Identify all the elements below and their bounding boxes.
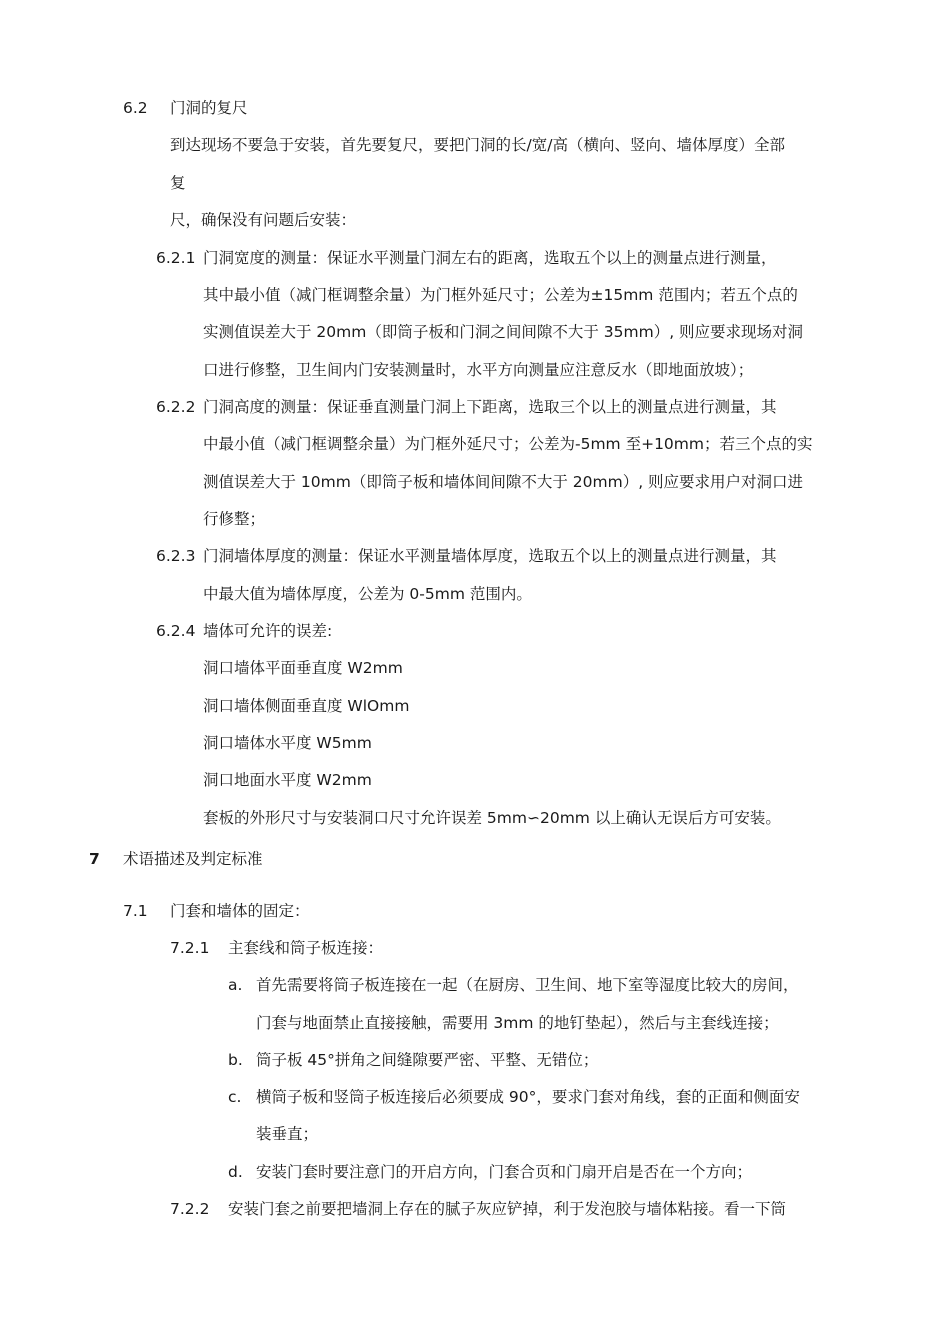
- list-item-a: 首先需要将筒子板连接在一起（在厨房、卫生间、地下室等湿度比较大的房间，: [256, 976, 799, 994]
- section-title-7-1: 门套和墙体的固定：: [170, 902, 310, 920]
- section-number-7-2-2: 7.2.2: [170, 1200, 210, 1218]
- section-title-7-2-1: 主套线和筒子板连接：: [228, 939, 384, 957]
- paragraph-line: 其中最小值（减门框调整余量）为门框外延尺寸；公差为±15mm 范围内；若五个点的: [203, 286, 798, 304]
- list-item-b: 筒子板 45°拼角之间缝隙要严密、平整、无错位；: [256, 1051, 599, 1069]
- list-item: 洞口墙体平面垂直度 W2mm: [203, 659, 403, 677]
- list-marker-d: d.: [228, 1163, 243, 1181]
- section-number-6-2-1: 6.2.1: [156, 249, 196, 267]
- list-item: 套板的外形尺寸与安装洞口尺寸允许误差 5mm∽20mm 以上确认无误后方可安装。: [203, 809, 781, 827]
- paragraph-line: 安装门套之前要把墙洞上存在的腻子灰应铲掉，利于发泡胶与墙体粘接。看一下筒: [228, 1200, 787, 1218]
- list-marker-a: a.: [228, 976, 243, 994]
- section-number-6-2-2: 6.2.2: [156, 398, 196, 416]
- paragraph-line: 测值误差大于 10mm（即筒子板和墙体间间隙不大于 20mm）, 则应要求用户对洞口进: [203, 473, 804, 491]
- section-number-7: 7: [89, 850, 100, 868]
- paragraph-line: 口进行修整，卫生间内门安装测量时，水平方向测量应注意反水（即地面放坡）；: [203, 361, 754, 379]
- paragraph-line: 复: [170, 174, 186, 192]
- list-marker-b: b.: [228, 1051, 243, 1069]
- paragraph-line: 中最小值（减门框调整余量）为门框外延尺寸；公差为-5mm 至+10mm；若三个点的实: [203, 435, 813, 453]
- paragraph-line: 到达现场不要急于安装，首先要复尺，要把门洞的长/宽/高（横向、竖向、墙体厚度）全部: [170, 136, 785, 154]
- paragraph-line: 实测值误差大于 20mm（即筒子板和门洞之间间隙不大于 35mm）, 则应要求现场对洞: [203, 323, 804, 341]
- paragraph-line: 门洞墙体厚度的测量：保证水平测量墙体厚度，选取五个以上的测量点进行测量，其: [203, 547, 777, 565]
- section-number-6-2-3: 6.2.3: [156, 547, 196, 565]
- section-title-6-2-4: 墙体可允许的误差:: [203, 622, 333, 640]
- list-item-c-cont: 装垂直；: [256, 1125, 319, 1143]
- paragraph-line: 门洞高度的测量：保证垂直测量门洞上下距离，选取三个以上的测量点进行测量，其: [203, 398, 777, 416]
- list-item-a-cont: 门套与地面禁止直接接触，需要用 3mm 的地钉垫起），然后与主套线连接；: [256, 1014, 779, 1032]
- paragraph-line: 尺，确保没有问题后安装：: [170, 211, 357, 229]
- section-title-7: 术语描述及判定标准: [123, 850, 263, 868]
- paragraph-line: 门洞宽度的测量：保证水平测量门洞左右的距离，选取五个以上的测量点进行测量，: [203, 249, 777, 267]
- paragraph-line: 中最大值为墙体厚度，公差为 0-5mm 范围内。: [203, 585, 532, 603]
- list-item-c: 横筒子板和竖筒子板连接后必须要成 90°，要求门套对角线，套的正面和侧面安: [256, 1088, 800, 1106]
- section-number-7-2-1: 7.2.1: [170, 939, 210, 957]
- section-title-6-2: 门洞的复尺: [170, 99, 248, 117]
- list-item: 洞口墙体侧面垂直度 WlOmm: [203, 697, 410, 715]
- section-number-6-2: 6.2: [123, 99, 148, 117]
- paragraph-line: 行修整；: [203, 510, 266, 528]
- list-item: 洞口地面水平度 W2mm: [203, 771, 372, 789]
- list-marker-c: c.: [228, 1088, 242, 1106]
- list-item: 洞口墙体水平度 W5mm: [203, 734, 372, 752]
- section-number-7-1: 7.1: [123, 902, 148, 920]
- section-number-6-2-4: 6.2.4: [156, 622, 196, 640]
- list-item-d: 安装门套时要注意门的开启方向，门套合页和门扇开启是否在一个方向；: [256, 1163, 753, 1181]
